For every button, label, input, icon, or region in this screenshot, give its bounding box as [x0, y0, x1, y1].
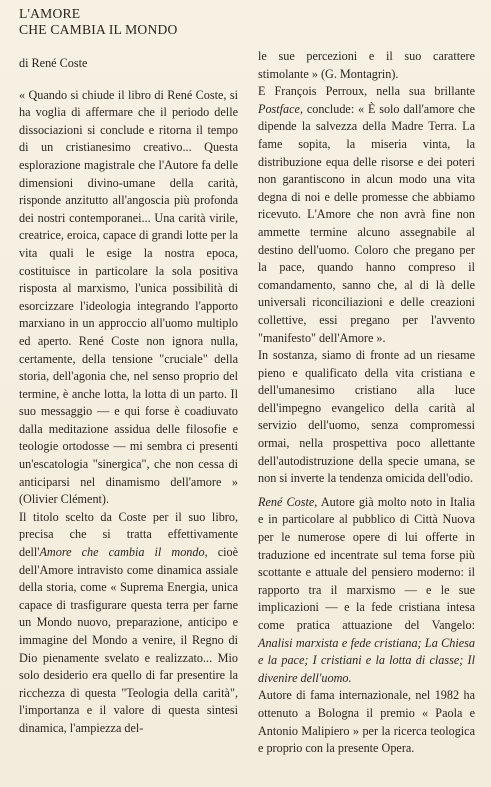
paragraph-perroux	[258, 83, 475, 347]
paragraph-text: cioè dell'Amore intravisto come dinamica assiale della storia, come « Suprema Energia, unica capace di trasfigurare questa terra per farne un Mondo nuovo, preparazione, anticipo e immagine del Mondo a venire, il Regno di Dio pienamente svelato e realizzato... Mio solo desiderio era quello di far presentire la ricchezza di questa "Teologia della carità", l'importanza e il valore di questa sintesi dinamica, l'ampiezza del-	[19, 545, 238, 735]
paragraph-text: E François Perroux, nella sua brillante	[258, 84, 475, 99]
paragraph-montagrin: le sue percezioni e il suo carattere stimolante » (G. Montagrin).	[258, 49, 475, 81]
paragraph-summary: In sostanza, siamo di fronte ad un riesame pieno e qualificato della vita cristiana e dell'umanesimo cristiano alla luce dell'impegno evangelico della carità al servizio dell'uomo, senza compromessi ormai, nella prospettiva poco allettante dell'autodistruzione della specie umana, se non si inverte la tendenza omicida dell'odio.	[258, 348, 475, 486]
paragraph-award: Autore di fama internazionale, nel 1982 ha ottenuto a Bologna il premio « Paola e Antonio Malipiero » per la ricerca teologica e proprio con la presente Opera.	[258, 688, 475, 756]
left-column	[19, 6, 238, 738]
title-line-2: CHE CAMBIA IL MONDO	[19, 21, 178, 37]
book-title-italic: Amore che cambia il mondo,	[39, 545, 208, 560]
paragraph-title-explanation	[19, 509, 238, 738]
paragraph-author-bio	[258, 494, 475, 688]
paragraph-text: Autore già molto noto in Italia e in particolare al pubblico di Città Nuova per le numerose opere di lui offerte in traduzione ed incentrate sul tema forse più scottante e attuale del pensiero moderno: il rapporto tra il marxismo — e le sue implicazioni — e la fede cristiana intesa come pratica attuazione del Vangelo:	[258, 494, 475, 632]
paragraph-quote-clement: « Quando si chiude il libro di René Coste, si ha voglia di affermare che il periodo delle dissociazioni si conclude e ritorna il tempo di un cristianesimo creativo... Questa esplorazione magistrale che l'Autore fa delle dimensioni divino-umane della carità, risponde anzitutto all'angoscia più profonda dei nostri contemporanei... Una carità virile, creatrice, eroica, capace di grandi lotte per la vita quali le esige la nostra epoca, costituisce in particolare la sola positiva risposta al marxismo, l'unica possibilità di esorcizzare l'ideologia integrando l'apporto marxiano in un approccio all'uomo multiplo ed aperto. René Coste non ignora nulla, certamente, della tensione "cruciale" della storia, dell'agonia che, nel senso proprio del termine, è anche lotta, la lotta di un parto. Il suo messaggio — e qui forse è coadiuvato dalla meditazione assidua delle filosofie e teologie ortodosse — mi sembra ci presenti un'escatologia "sinergica", che non cessa di anticiparsi nel dinamismo dell'amore » (Olivier Clément).	[19, 87, 238, 507]
author-name-italic: René Coste,	[258, 494, 318, 509]
byline: di René Coste	[19, 56, 88, 70]
paragraph-text: conclude: « È solo dall'amore che dipende la salvezza della Madre Terra. La fame sopita, la miseria vinta, la distribuzione equa delle risorse e dei poteri non garantiscono in alcun modo una vita degna di noi e delle promesse che abbiamo ricevuto. L'Amore che non avrà fine non ammette termine alcuno assegnabile al destino dell'uomo. Coloro che pregano per la pace, quando hanno compreso il comandamento, sanno che, al di là delle universali riconciliazioni e delle creazioni collettive, essi pregano per l'avvento "manifesto" dell'Amore ».	[258, 101, 475, 345]
article-title	[19, 6, 238, 37]
right-column	[258, 48, 475, 758]
paragraph-text: Il titolo scelto da Coste per il suo libro, precisa che si tratta effettivamente dell'	[19, 509, 238, 560]
title-line-1: L'AMORE	[19, 6, 81, 21]
postface-italic: Postface,	[258, 101, 304, 116]
works-list-italic: Analisi marxista e fede cristiana; La Chiesa e la pace; I cristiani e la lotta di classe; Il divenire dell'uomo.	[258, 635, 475, 685]
